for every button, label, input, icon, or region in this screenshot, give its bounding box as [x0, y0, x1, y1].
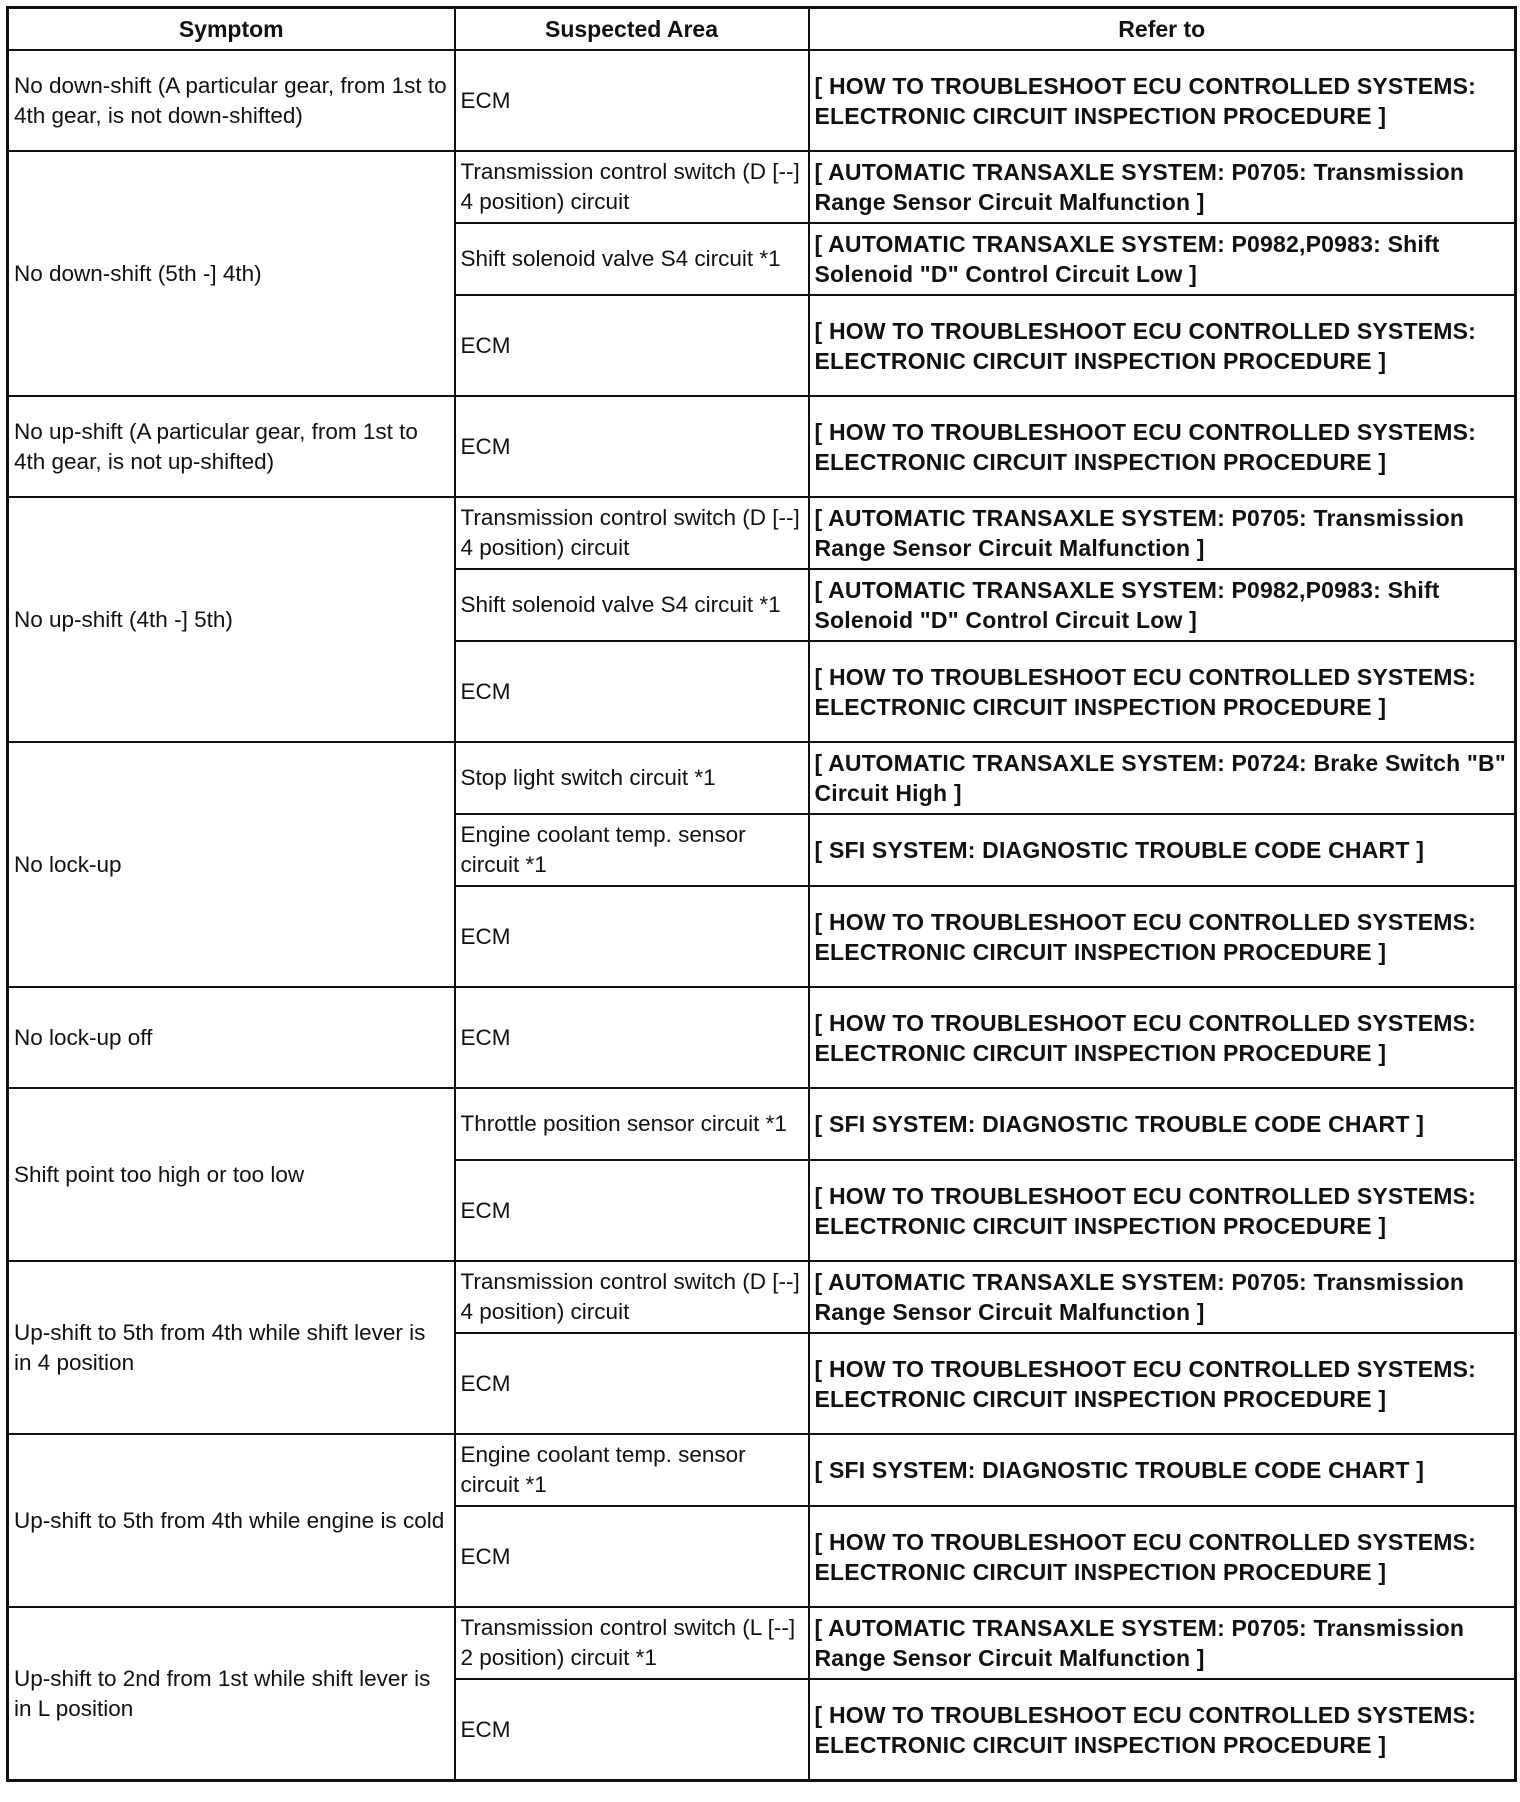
symptom-cell: No up-shift (A particular gear, from 1st to 4th gear, is not up-shifted) [8, 396, 455, 497]
symptom-cell: No lock-up off [8, 987, 455, 1088]
table-row [8, 396, 1516, 497]
suspected-area-cell: ECM [455, 295, 809, 396]
suspected-area-cell: ECM [455, 1160, 809, 1261]
refer-to-cell: [ AUTOMATIC TRANSAXLE SYSTEM: P0982,P0983: Shift Solenoid "D" Control Circuit Low ] [809, 569, 1516, 641]
symptom-cell: Up-shift to 5th from 4th while engine is cold [8, 1434, 455, 1607]
refer-to-cell: [ HOW TO TROUBLESHOOT ECU CONTROLLED SYSTEMS: ELECTRONIC CIRCUIT INSPECTION PROCEDURE ] [809, 987, 1516, 1088]
refer-to-cell: [ HOW TO TROUBLESHOOT ECU CONTROLLED SYSTEMS: ELECTRONIC CIRCUIT INSPECTION PROCEDURE ] [809, 1333, 1516, 1434]
header-suspected-area: Suspected Area [455, 8, 809, 51]
header-row [8, 8, 1516, 51]
table-row [8, 1607, 1516, 1679]
refer-to-cell: [ AUTOMATIC TRANSAXLE SYSTEM: P0982,P0983: Shift Solenoid "D" Control Circuit Low ] [809, 223, 1516, 295]
suspected-area-cell: Transmission control switch (D [--] 4 position) circuit [455, 151, 809, 223]
refer-to-cell: [ HOW TO TROUBLESHOOT ECU CONTROLLED SYSTEMS: ELECTRONIC CIRCUIT INSPECTION PROCEDURE ] [809, 396, 1516, 497]
table-row [8, 1088, 1516, 1160]
symptom-cell: No up-shift (4th -] 5th) [8, 497, 455, 742]
refer-to-cell: [ HOW TO TROUBLESHOOT ECU CONTROLLED SYSTEMS: ELECTRONIC CIRCUIT INSPECTION PROCEDURE ] [809, 1160, 1516, 1261]
refer-to-cell: [ HOW TO TROUBLESHOOT ECU CONTROLLED SYSTEMS: ELECTRONIC CIRCUIT INSPECTION PROCEDURE ] [809, 641, 1516, 742]
table-row [8, 1434, 1516, 1506]
suspected-area-cell: ECM [455, 1679, 809, 1781]
suspected-area-cell: Transmission control switch (D [--] 4 position) circuit [455, 497, 809, 569]
table-row [8, 1261, 1516, 1333]
refer-to-cell: [ AUTOMATIC TRANSAXLE SYSTEM: P0705: Transmission Range Sensor Circuit Malfunction ] [809, 1261, 1516, 1333]
refer-to-cell: [ SFI SYSTEM: DIAGNOSTIC TROUBLE CODE CHART ] [809, 814, 1516, 886]
suspected-area-cell: Shift solenoid valve S4 circuit *1 [455, 569, 809, 641]
symptom-cell: No lock-up [8, 742, 455, 987]
table-row [8, 151, 1516, 223]
suspected-area-cell: ECM [455, 50, 809, 151]
suspected-area-cell: Throttle position sensor circuit *1 [455, 1088, 809, 1160]
table-row [8, 987, 1516, 1088]
refer-to-cell: [ HOW TO TROUBLESHOOT ECU CONTROLLED SYSTEMS: ELECTRONIC CIRCUIT INSPECTION PROCEDURE ] [809, 50, 1516, 151]
suspected-area-cell: Shift solenoid valve S4 circuit *1 [455, 223, 809, 295]
header-symptom: Symptom [8, 8, 455, 51]
suspected-area-cell: ECM [455, 1506, 809, 1607]
suspected-area-cell: ECM [455, 987, 809, 1088]
suspected-area-cell: Transmission control switch (D [--] 4 position) circuit [455, 1261, 809, 1333]
suspected-area-cell: ECM [455, 396, 809, 497]
suspected-area-cell: ECM [455, 641, 809, 742]
table-body [8, 50, 1516, 1781]
refer-to-cell: [ AUTOMATIC TRANSAXLE SYSTEM: P0705: Transmission Range Sensor Circuit Malfunction ] [809, 497, 1516, 569]
suspected-area-cell: ECM [455, 886, 809, 987]
symptom-cell: Up-shift to 5th from 4th while shift lever is in 4 position [8, 1261, 455, 1434]
header-refer-to: Refer to [809, 8, 1516, 51]
refer-to-cell: [ AUTOMATIC TRANSAXLE SYSTEM: P0705: Transmission Range Sensor Circuit Malfunction ] [809, 1607, 1516, 1679]
refer-to-cell: [ HOW TO TROUBLESHOOT ECU CONTROLLED SYSTEMS: ELECTRONIC CIRCUIT INSPECTION PROCEDURE ] [809, 886, 1516, 987]
symptom-cell: No down-shift (5th -] 4th) [8, 151, 455, 396]
refer-to-cell: [ HOW TO TROUBLESHOOT ECU CONTROLLED SYSTEMS: ELECTRONIC CIRCUIT INSPECTION PROCEDURE ] [809, 1506, 1516, 1607]
suspected-area-cell: ECM [455, 1333, 809, 1434]
troubleshooting-table-container [6, 6, 1514, 1782]
suspected-area-cell: Engine coolant temp. sensor circuit *1 [455, 814, 809, 886]
refer-to-cell: [ AUTOMATIC TRANSAXLE SYSTEM: P0705: Transmission Range Sensor Circuit Malfunction ] [809, 151, 1516, 223]
suspected-area-cell: Engine coolant temp. sensor circuit *1 [455, 1434, 809, 1506]
table-row [8, 50, 1516, 151]
suspected-area-cell: Stop light switch circuit *1 [455, 742, 809, 814]
refer-to-cell: [ HOW TO TROUBLESHOOT ECU CONTROLLED SYSTEMS: ELECTRONIC CIRCUIT INSPECTION PROCEDURE ] [809, 295, 1516, 396]
symptom-cell: Shift point too high or too low [8, 1088, 455, 1261]
refer-to-cell: [ SFI SYSTEM: DIAGNOSTIC TROUBLE CODE CHART ] [809, 1088, 1516, 1160]
refer-to-cell: [ SFI SYSTEM: DIAGNOSTIC TROUBLE CODE CHART ] [809, 1434, 1516, 1506]
table-row [8, 497, 1516, 569]
symptom-cell: No down-shift (A particular gear, from 1st to 4th gear, is not down-shifted) [8, 50, 455, 151]
troubleshooting-table [6, 6, 1517, 1782]
symptom-cell: Up-shift to 2nd from 1st while shift lever is in L position [8, 1607, 455, 1781]
suspected-area-cell: Transmission control switch (L [--] 2 position) circuit *1 [455, 1607, 809, 1679]
refer-to-cell: [ AUTOMATIC TRANSAXLE SYSTEM: P0724: Brake Switch "B" Circuit High ] [809, 742, 1516, 814]
table-row [8, 742, 1516, 814]
refer-to-cell: [ HOW TO TROUBLESHOOT ECU CONTROLLED SYSTEMS: ELECTRONIC CIRCUIT INSPECTION PROCEDURE ] [809, 1679, 1516, 1781]
